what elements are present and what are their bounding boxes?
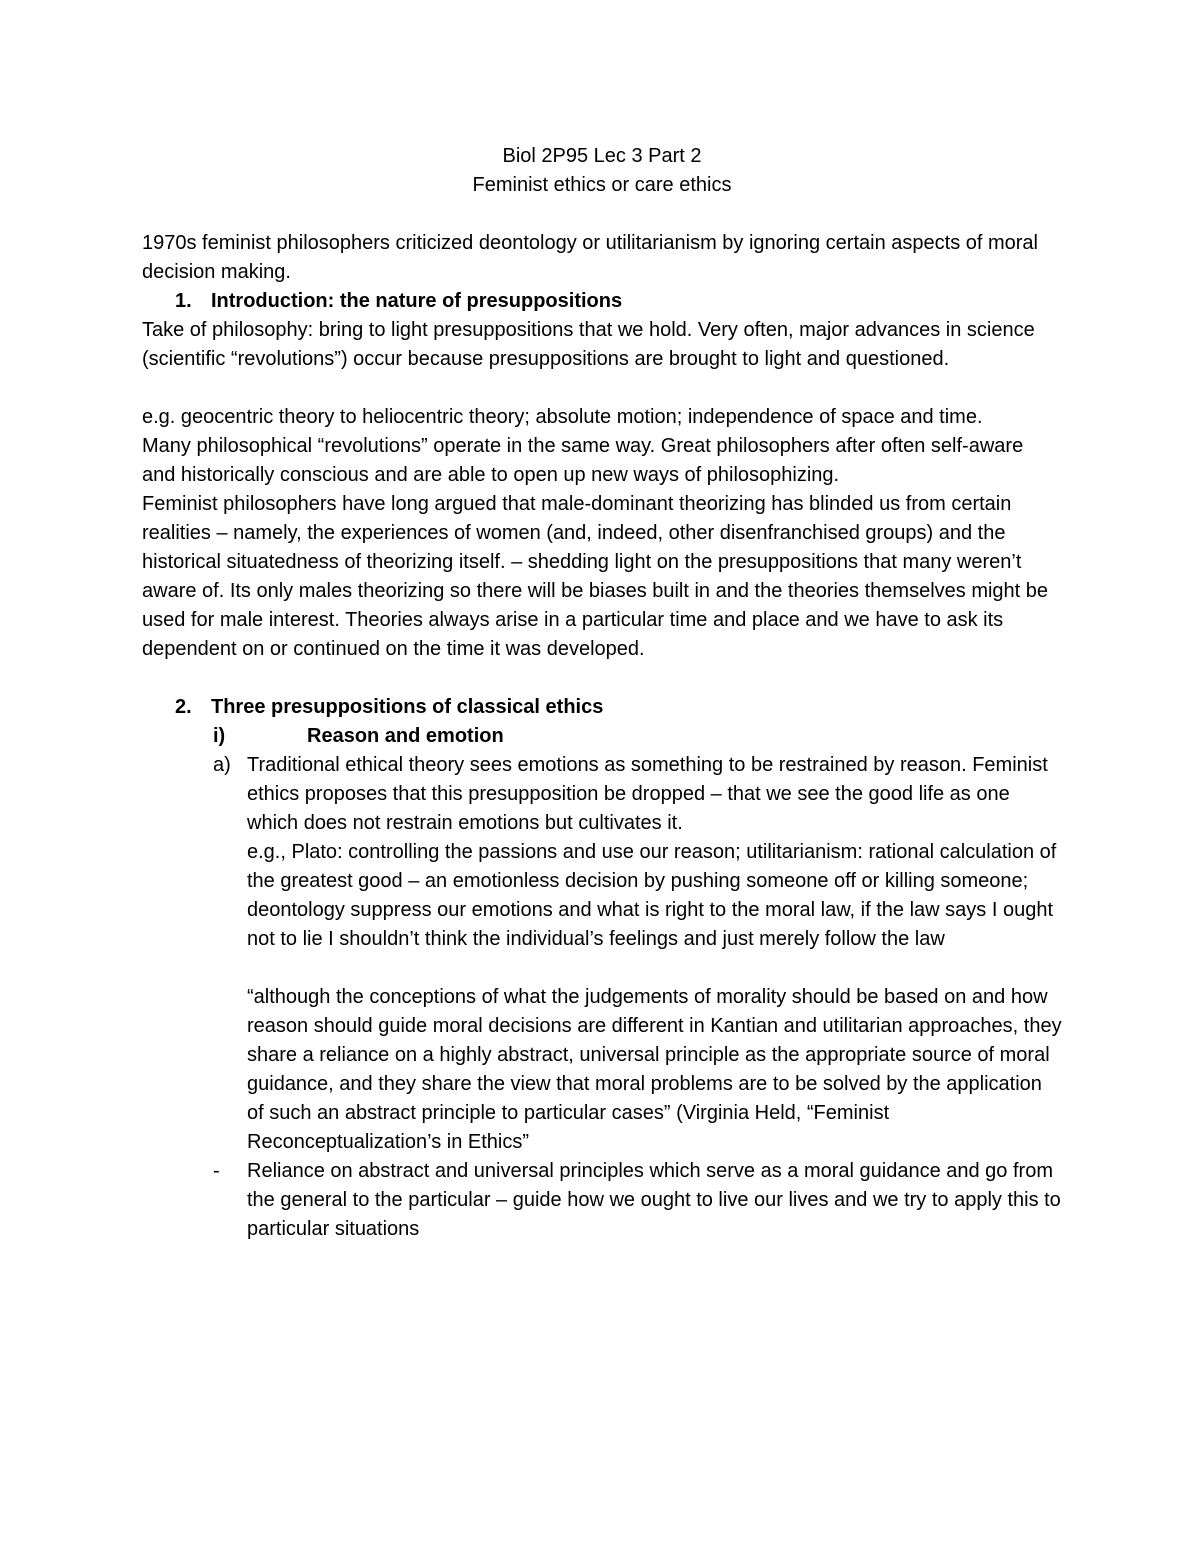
section-1-paragraph-3: Many philosophical “revolutions” operate in the same way. Great philosophers after often self-aware and historically conscious and are able to open up new ways of philosophizing. [142,435,1024,486]
example-paragraph: e.g., Plato: controlling the passions and use our reason; utilitarianism: rational calculation of the greatest good – an emotionless decision by pushing someone off or killing someone; deontology suppress our emotions and what is right to the moral law, if the law says I ought not to lie I shouldn’t think the individual’s feelings and just merely follow the law [247,841,1057,950]
section-1-paragraph-4: Feminist philosophers have long argued that male-dominant theorizing has blinded us from certain realities – namely, the experiences of women (and, indeed, other disenfranchised groups) and the historical situatedness of theorizing itself. – shedding light on the presuppositions that many weren’t aware of. Its only males theorizing so there will be biases built in and the theories themselves might be used for male interest. Theories always arise in a particular time and place and we have to ask its dependent on or continued on the time it was developed. [142,493,1049,660]
list-item-a [142,751,1062,838]
section-2-title: Three presuppositions of classical ethics [211,696,604,718]
section-1-number: 1. [175,290,192,312]
document-subtitle: Feminist ethics or care ethics [472,174,732,196]
document-body [142,142,1062,1244]
subsection-i-number: i) [213,725,226,747]
section-1-paragraph-1: Take of philosophy: bring to light presuppositions that we hold. Very often, major advances in science (scientific “revolutions”) occur because presuppositions are brought to light and questioned. [142,319,1035,370]
section-2-number: 2. [175,696,192,718]
subsection-i-title: Reason and emotion [307,725,504,747]
section-1-title: Introduction: the nature of presuppositions [211,290,623,312]
dash-list-item [142,1157,1062,1244]
subsection-i-heading [142,722,1062,751]
dash-marker: - [213,1160,220,1182]
document-title: Biol 2P95 Lec 3 Part 2 [502,145,702,167]
example-block [142,838,1062,1157]
blank-line [142,200,1062,229]
list-item-a-text: Traditional ethical theory sees emotions as something to be restrained by reason. Feminist ethics proposes that this presupposition be dropped – that we see the good life as one which does not restrain emotions but cultivates it. [247,754,1048,834]
blank-line [142,664,1062,693]
section-1-paragraph-2: e.g. geocentric theory to heliocentric theory; absolute motion; independence of space and time. [142,406,983,428]
quote-paragraph: “although the conceptions of what the judgements of morality should be based on and how reason should guide moral decisions are different in Kantian and utilitarian approaches, they share a reliance on a highly abstract, universal principle as the appropriate source of moral guidance, and they share the view that moral problems are to be solved by the application of such an abstract principle to particular cases” (Virginia Held, “Feminist Reconceptualization’s in Ethics” [247,986,1062,1153]
dash-item-text: Reliance on abstract and universal principles which serve as a moral guidance and go from the general to the particular – guide how we ought to live our lives and we try to apply this to particular situations [247,1160,1061,1240]
intro-paragraph: 1970s feminist philosophers criticized deontology or utilitarianism by ignoring certain aspects of moral decision making. [142,232,1038,283]
list-item-a-marker: a) [213,754,231,776]
section-1-heading [142,287,1062,316]
blank-line [142,374,1062,403]
section-2-heading [142,693,1062,722]
blank-line [247,954,1062,983]
